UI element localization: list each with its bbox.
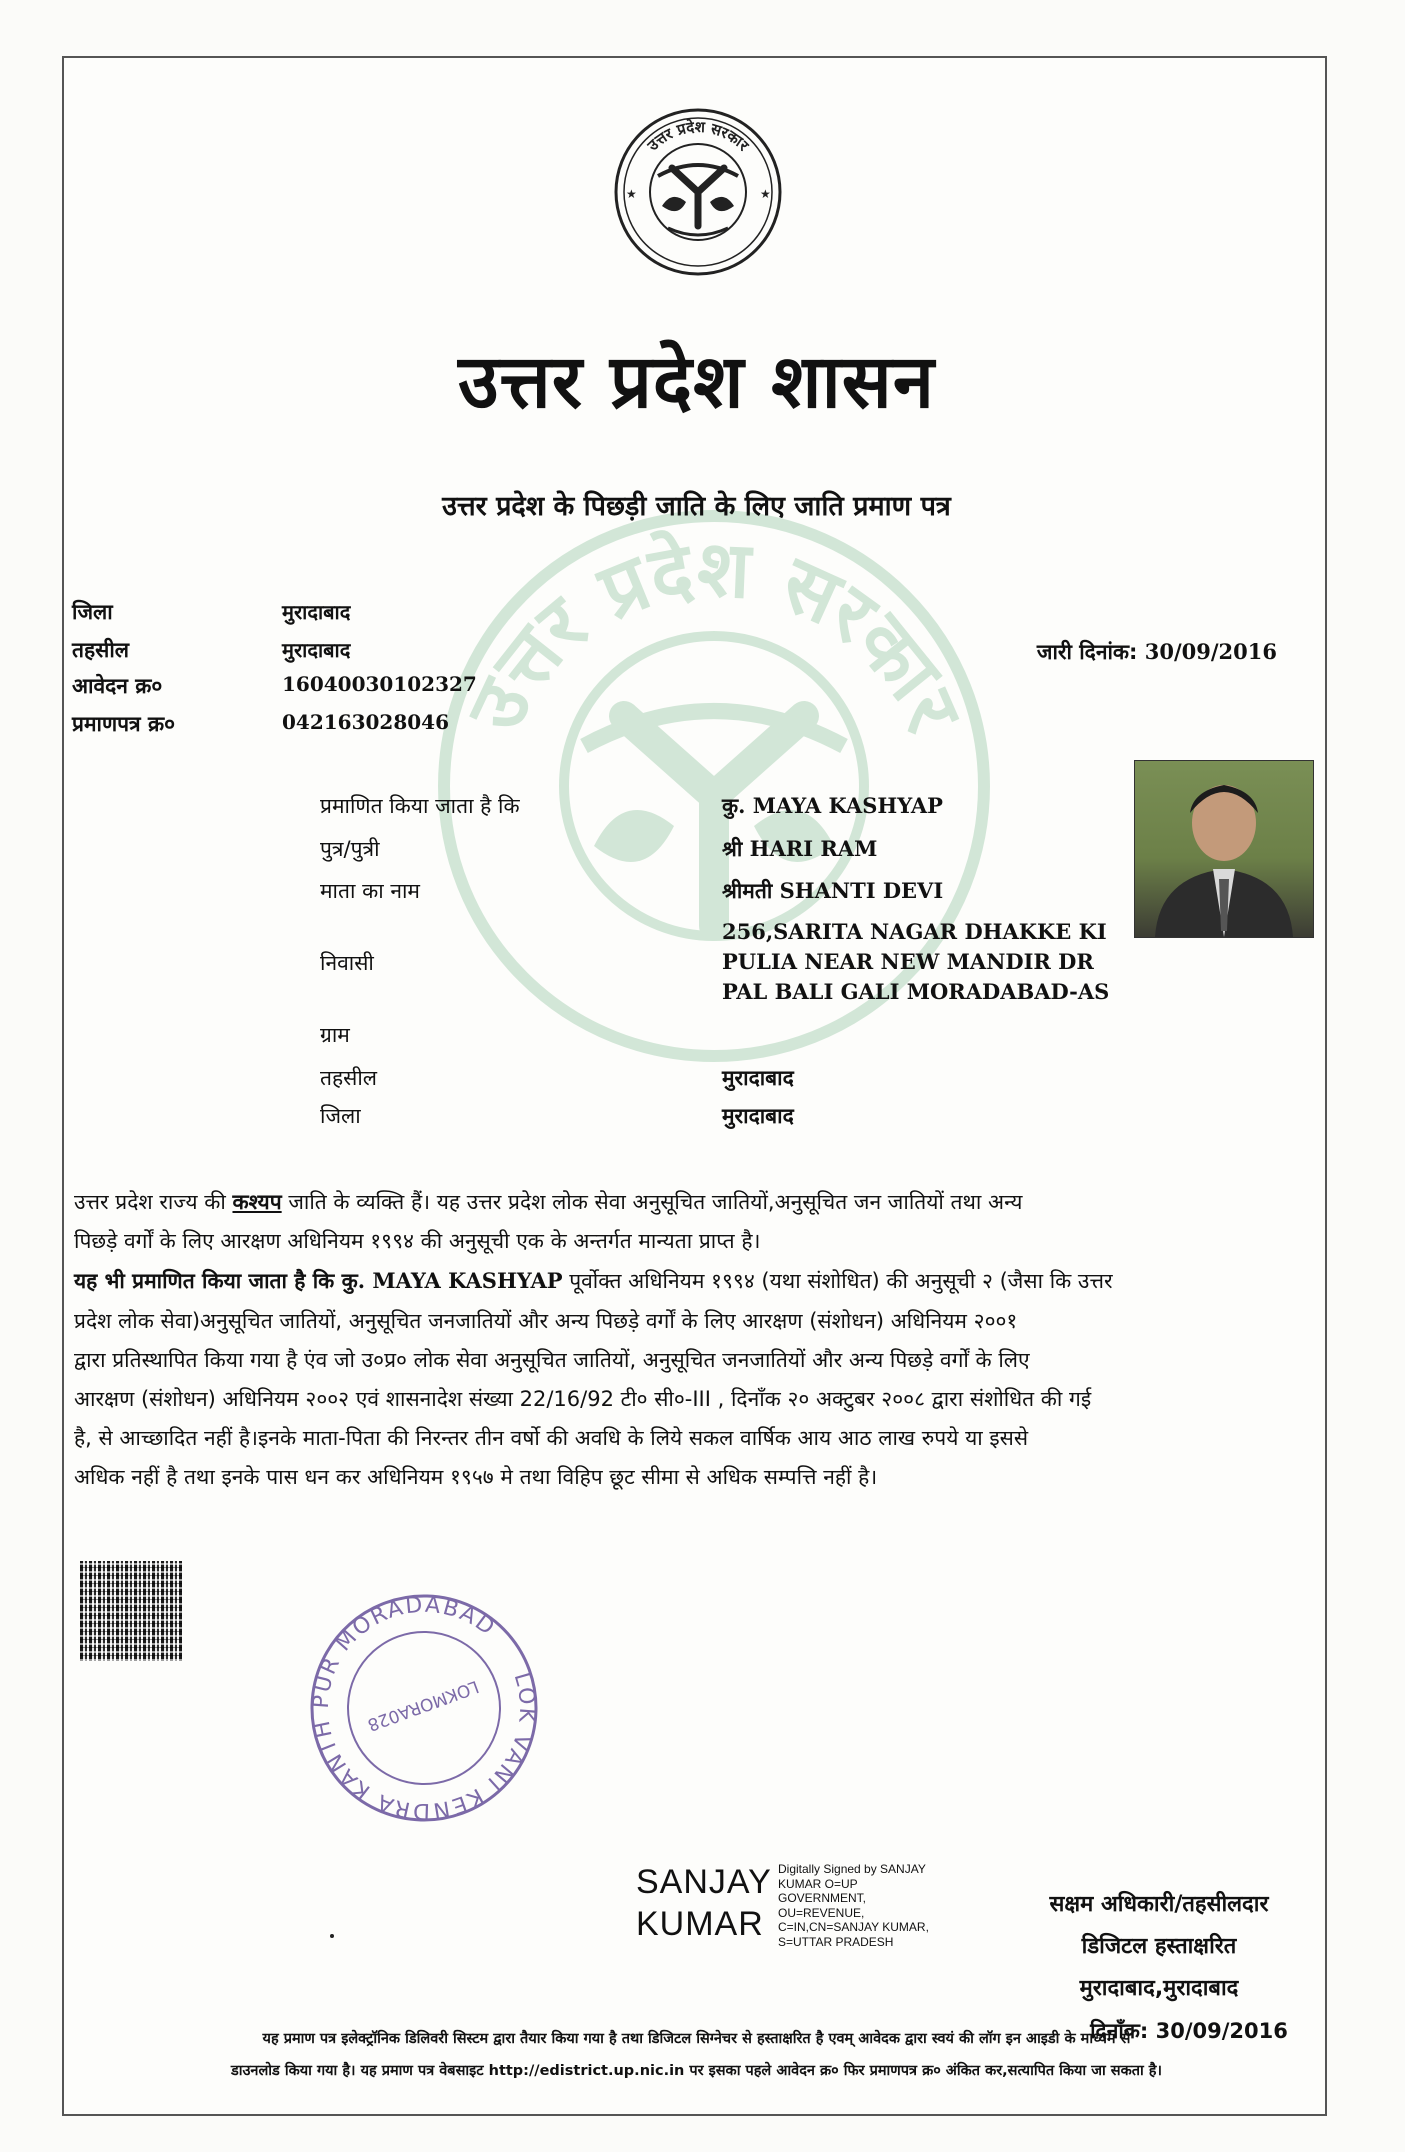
body-applicant-name: कु. MAYA KASHYAP <box>341 1268 563 1294</box>
detail-tehsil-label: तहसील <box>320 1066 377 1090</box>
body-line-7: है, से आच्छादित नहीं है।इनके माता-पिता की निरन्तर तीन वर्षो की अवधि के लिये सकल वार्षिक आय आठ लाख रुपये या इससे <box>74 1426 1029 1451</box>
page-title: उत्तर प्रदेश शासन <box>458 339 935 425</box>
tehsil-label: तहसील <box>72 638 129 662</box>
issue-date <box>1037 638 1277 666</box>
father-name: श्री HARI RAM <box>722 836 878 861</box>
certificate-number-label: प्रमाणपत्र क्र० <box>72 712 176 736</box>
svg-text:★: ★ <box>760 187 771 201</box>
child-of-label: पुत्र/पुत्री <box>320 837 380 861</box>
signer-last-name: KUMAR <box>636 1905 764 1943</box>
certificate-sheet <box>62 56 1327 2116</box>
svg-text:LOKMORA028: LOKMORA028 <box>364 1675 482 1735</box>
signer-first-name: SANJAY <box>636 1863 772 1901</box>
body-line-6: आरक्षण (संशोधन) अधिनियम २००२ एवं शासनादेश संख्या 22/16/92 टी० सी०-III , दिनाँक २० अक्टुबर २००८ द्वारा संशोधित की गई <box>74 1387 1092 1412</box>
footer-note <box>78 2023 1315 2087</box>
tehsil-value: मुरादाबाद <box>282 638 351 662</box>
sig-line-1: Digitally Signed by SANJAY <box>778 1862 926 1876</box>
detail-district-value: मुरादाबाद <box>722 1104 794 1128</box>
body-line-1a: उत्तर प्रदेश राज्य की <box>74 1190 233 1214</box>
up-government-emblem <box>612 106 784 278</box>
body-line-8: अधिक नहीं है तथा इनके पास धन कर अधिनियम १९५७ मे तथा विहिप छूट सीमा से अधिक सम्पत्ति नहीं है। <box>74 1465 878 1490</box>
footer-line-2: डाउनलोड किया गया है। यह प्रमाण पत्र वेबसाइट http://edistrict.up.nic.in पर इसका पहले आवेदन क्र० फिर प्रमाणपत्र क्र० अंकित कर,सत्यापित किया जा सकता है। <box>230 2063 1163 2079</box>
applicant-photo <box>1134 760 1314 938</box>
body-line-3 <box>74 1261 1319 1301</box>
address-line-2: PULIA NEAR NEW MANDIR DR <box>722 949 1094 974</box>
sig-line-3: GOVERNMENT, <box>778 1891 867 1905</box>
body-line-5: द्वारा प्रतिस्थापित किया गया है एंव जो उ०प्र० लोक सेवा अनुसूचित जातियों, अनुसूचित जनजातियों और अन्य पिछड़े वर्गों के लिए <box>74 1347 1030 1372</box>
authority-place: मुरादाबाद,मुरादाबाद <box>1079 1976 1239 2001</box>
issue-date-label: जारी दिनांक: <box>1036 640 1138 664</box>
sig-line-5: C=IN,CN=SANJAY KUMAR, <box>778 1920 929 1934</box>
certificate-subtitle: उत्तर प्रदेश के पिछड़ी जाति के लिए जाति प्रमाण पत्र <box>442 491 951 522</box>
application-number-value: 16040030102327 <box>282 672 477 696</box>
footer-line-1: यह प्रमाण पत्र इलेक्ट्रॉनिक डिलिवरी सिस्टम द्वारा तैयार किया गया है तथा डिजिटल सिग्नेचर से हस्ताक्षरित है एवम् आवेदक द्वारा स्वयं की लॉग इन आइडी के माध्यम से <box>262 2031 1131 2047</box>
caste-name: कश्यप <box>232 1190 282 1214</box>
body-line-3b: पूर्वोक्त अधिनियम १९९४ (यथा संशोधित) की अनुसूची २ (जैसा कि उत्तर <box>562 1269 1113 1294</box>
address-line-3: PAL BALI GALI MORADABAD-AS <box>722 979 1110 1004</box>
svg-text:LOK VANI KENDRA KANTH PUR MORA: LOK VANI KENDRA KANTH PUR MORADABAD <box>308 1592 540 1824</box>
ink-dot <box>330 1934 334 1938</box>
sig-line-6: S=UTTAR PRADESH <box>778 1934 894 1949</box>
sig-line-4: OU=REVENUE, <box>778 1905 865 1920</box>
village-label: ग्राम <box>320 1023 350 1047</box>
body-line-4: प्रदेश लोक सेवा)अनुसूचित जातियों, अनुसूचित जनजातियों और अन्य पिछड़े वर्गों के लिए आरक्षण (संशोधन) अधिनियम २००१ <box>74 1308 1018 1333</box>
authority-sign-type: डिजिटल हस्ताक्षरित <box>1081 1934 1237 1959</box>
qr-code <box>80 1561 182 1661</box>
applicant-name: कु. MAYA KASHYAP <box>722 793 943 818</box>
certificate-number-value: 042163028046 <box>282 710 449 734</box>
mother-label: माता का नाम <box>320 879 420 903</box>
svg-text:उत्तर प्रदेश सरकार: उत्तर प्रदेश सरकार <box>643 117 753 155</box>
authority-designation: सक्षम अधिकारी/तहसीलदार <box>1049 1892 1269 1917</box>
district-label: जिला <box>72 600 113 624</box>
body-line-3a: यह भी प्रमाणित किया जाता है कि <box>74 1269 342 1294</box>
district-value: मुरादाबाद <box>282 600 351 624</box>
authority-date: दिनाँक: 30/09/2016 <box>1090 2019 1288 2043</box>
lok-vani-kendra-stamp <box>304 1588 544 1828</box>
resident-label: निवासी <box>320 951 374 975</box>
detail-district-label: जिला <box>320 1104 361 1128</box>
body-line-2: पिछड़े वर्गों के लिए आरक्षण अधिनियम १९९४ की अनुसूची एक के अन्तर्गत मान्यता प्राप्त है। <box>74 1229 761 1254</box>
address-line-1: 256,SARITA NAGAR DHAKKE KI <box>722 919 1107 944</box>
detail-tehsil-value: मुरादाबाद <box>722 1066 794 1090</box>
svg-text:★: ★ <box>626 187 637 201</box>
mother-name: श्रीमती SHANTI DEVI <box>722 878 944 903</box>
certified-label: प्रमाणित किया जाता है कि <box>320 794 520 818</box>
svg-text:उत्तर प्रदेश सरकार: उत्तर प्रदेश सरकार <box>450 524 978 745</box>
sig-line-2: KUMAR O=UP <box>778 1876 858 1891</box>
application-number-label: आवेदन क्र० <box>72 674 163 698</box>
certificate-body <box>74 1183 1319 1498</box>
digital-signature-details <box>778 1862 929 1949</box>
issue-date-value: 30/09/2016 <box>1144 639 1277 664</box>
body-line-1 <box>74 1183 1319 1222</box>
body-line-1b: जाति के व्यक्ति हैं। यह उत्तर प्रदेश लोक सेवा अनुसूचित जातियों,अनुसूचित जन जातियों तथा अन्य <box>281 1190 1023 1214</box>
